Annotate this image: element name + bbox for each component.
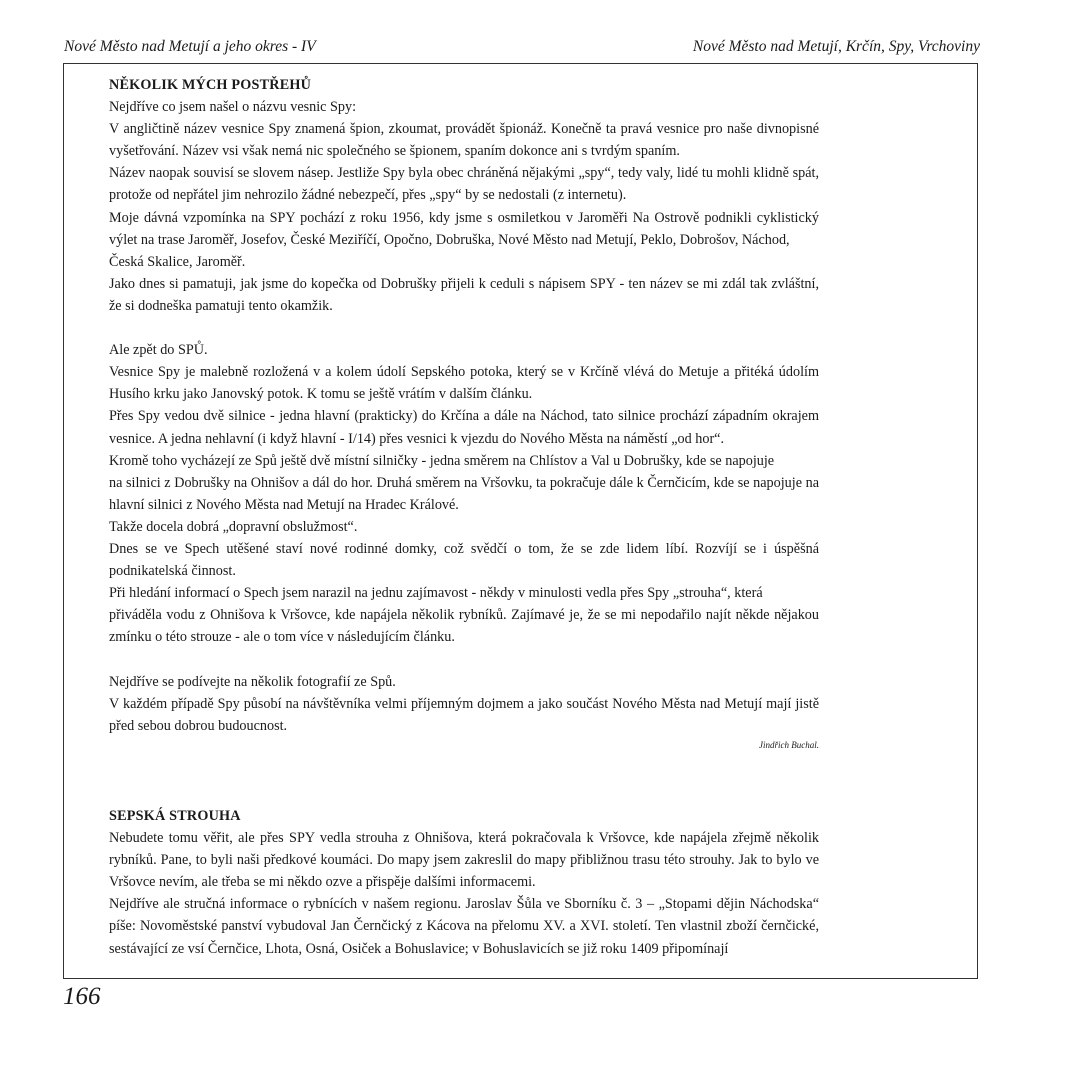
page-number: 166: [63, 983, 101, 1010]
blank-line: [109, 317, 819, 339]
paragraph: Jako dnes si pamatuji, jak jsme do kopečka od Dobrušky přijeli k ceduli s nápisem SPY - ten název se mi zdál tak zvláštní, že si dodneška pamatuji tento okamžik.: [109, 275, 819, 314]
section-heading: SEPSKÁ STROUHA: [109, 808, 241, 824]
paragraph: Nejdříve se podívejte na několik fotografií ze Spů.: [109, 673, 396, 690]
paragraph: Při hledání informací o Spech jsem narazil na jednu zajímavost - někdy v minulosti vedla přes Spy „strouha“, která: [109, 585, 763, 602]
paragraph: Nejdříve ale stručná informace o rybnících v našem regionu. Jaroslav Šůla ve Sborníku č. 3 – „Stopami dějin Náchodska“ píše: Novoměstské panství vybudoval Jan Černčický z Kácova na přelomu XV. a XVI. století. Ten vlastnil zboží černčické, sestávající ze vsí Černčice, Lhota, Osná, Osiček a Bohuslavice; v Bohuslavicích se již roku 1409 připomínají: [109, 896, 819, 957]
section-heading: NĚKOLIK MÝCH POSTŘEHŮ: [109, 77, 312, 93]
paragraph: Přes Spy vedou dvě silnice - jedna hlavní (prakticky) do Krčína a dále na Náchod, tato silnice prochází západním okrajem vesnice. A jedna nehlavní (i když hlavní - I/14) přes vesnici k vjezdu do Nového Města na náměstí „od hor“.: [109, 408, 819, 447]
paragraph: Dnes se ve Spech utěšené staví nové rodinné domky, což svědčí o tom, že se zde lidem líbí. Rozvíjí se i úspěšná podnikatelská činnost.: [109, 540, 819, 580]
paragraph: Název naopak souvisí se slovem násep. Jestliže Spy byla obec chráněná nějakými „spy“, tedy valy, lidé tu mohli klidně spát, protože od nepřátel jim nehrozilo žádné nebezpečí, přes „spy“ by se nedostali (z internetu).: [109, 165, 819, 204]
paragraph: Takže docela dobrá „dopravní obslužmost“.: [109, 518, 358, 535]
paragraph: Ale zpět do SPŮ.: [109, 342, 208, 359]
paragraph: Kromě toho vycházejí ze Spů ještě dvě místní silničky - jedna směrem na Chlístov a Val u Dobrušky, kde se napojuje: [109, 452, 775, 469]
paragraph: na silnici z Dobrušky na Ohnišov a dál do hor. Druhá směrem na Vršovku, ta pokračuje dále k Černčicím, kde se napojuje na hlavní silnici z Nového Města nad Metují na Hradec Králové.: [109, 474, 819, 513]
paragraph: V každém případě Spy působí na návštěvníka velmi příjemným dojmem a jako součást Nového Města nad Metují mají jistě před sebou dobrou budoucnost.: [109, 695, 819, 734]
paragraph: Nebudete tomu věřit, ale přes SPY vedla strouha z Ohnišova, která pokračovala k Vršovce, kde napájela zřejmě několik rybníků. Pane, to byli naši předkové koumáci. Do mapy jsem zakreslil do mapy přibližnou trasu této strouhy. Jak to bylo ve Vršovce nevím, ale třeba se mi někdo ozve a přispěje dalšími informacemi.: [109, 830, 819, 891]
section-observations: [109, 74, 819, 752]
running-header-left: Nové Město nad Metují a jeho okres - IV: [64, 38, 316, 55]
section-sepska-strouha: [109, 805, 819, 960]
blank-line: [109, 648, 819, 670]
paragraph: přiváděla vodu z Ohnišova k Vršovce, kde napájela několik rybníků. Zajímavé je, že se mi nepodařilo najít někde nějakou zmínku o této strouze - ale o tom více v následujícím článku.: [109, 607, 819, 646]
paragraph: V angličtině název vesnice Spy znamená špion, zkoumat, provádět špionáž. Konečně ta pravá vesnice pro naše divnopisné vyšetřování. Název vsi však nemá nic společného se špionem, spaním dokonce ani s tvrdým spaním.: [109, 121, 819, 160]
paragraph: Moje dávná vzpomínka na SPY pochází z roku 1956, kdy jsme s osmiletkou v Jaroměři Na Ostrově podnikli cyklistický výlet na trase Jaroměř, Josefov, České Meziříčí, Opočno, Dobruška, Nové Město nad Metují, Peklo, Dobrošov, Náchod,: [109, 209, 819, 248]
running-header-right: Nové Město nad Metují, Krčín, Spy, Vrchoviny: [692, 38, 980, 55]
author-signature: Jindřich Buchal.: [759, 739, 819, 750]
paragraph: Česká Skalice, Jaroměř.: [109, 253, 246, 270]
paragraph: Nejdříve co jsem našel o názvu vesnic Spy:: [109, 99, 357, 116]
paragraph: Vesnice Spy je malebně rozložená v a kolem údolí Sepského potoka, který se v Krčíně vlévá do Metuje a přitéká údolím Husího krku jako Janovský potok. K tomu se ještě vrátím v dalším článku.: [109, 364, 819, 403]
